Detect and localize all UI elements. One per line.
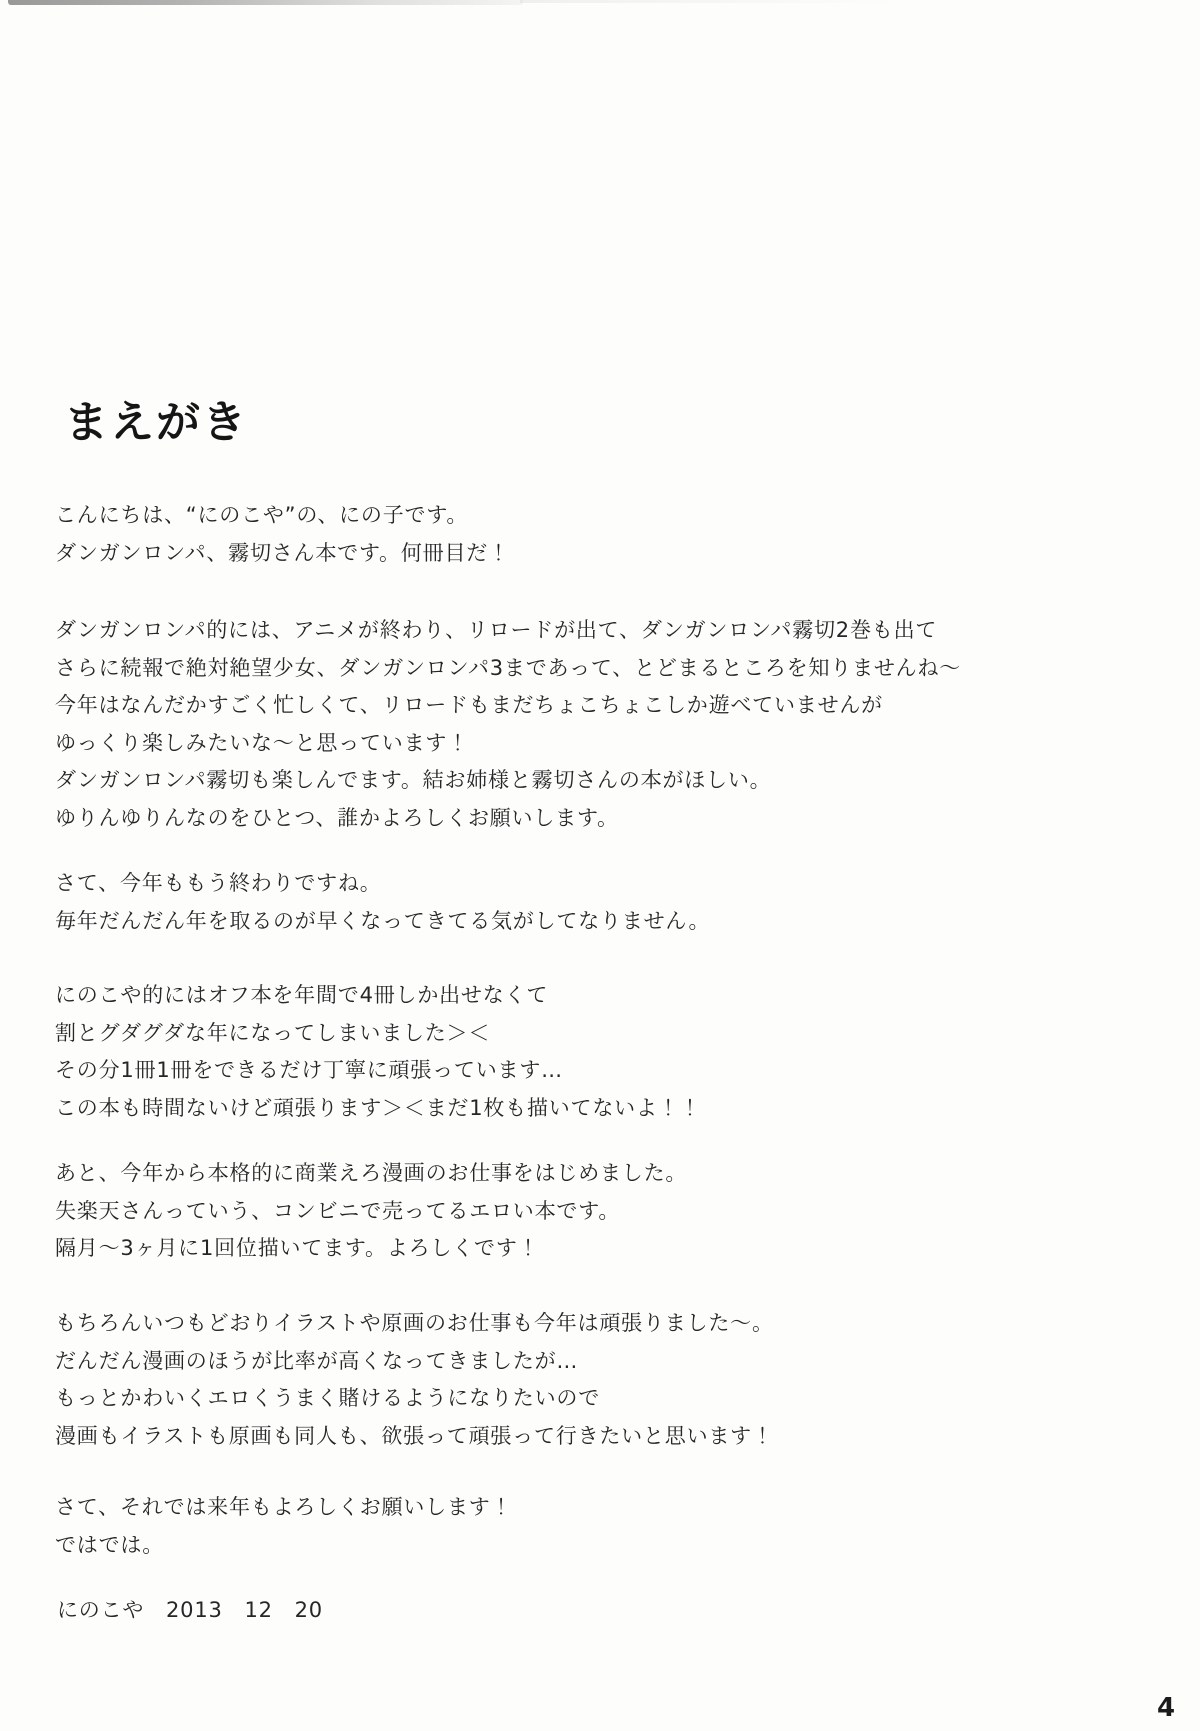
- text-line: 今年はなんだかすごく忙しくて、リロードもまだちょこちょこしか遊べていませんが: [55, 693, 883, 718]
- text-line: ではでは。: [55, 1532, 164, 1557]
- text-line: この本も時間ないけど頑張ります＞＜まだ1枚も描いてないよ！！: [55, 1095, 702, 1120]
- paragraph-year-end: [55, 865, 1135, 940]
- paragraph-doujin-output: [55, 977, 1135, 1127]
- text-line: その分1冊1冊をできるだけ丁寧に頑張っています…: [55, 1058, 563, 1083]
- text-line: ゆっくり楽しみたいな～と思っています！: [55, 730, 469, 755]
- text-line: 隔月～3ヶ月に1回位描いてます。よろしくです！: [55, 1236, 540, 1261]
- text-line: もっとかわいくエロくうまく賭けるようになりたいので: [55, 1386, 600, 1411]
- text-line: ダンガンロンパ的には、アニメが終わり、リロードが出て、ダンガンロンパ霧切2巻も出て: [55, 618, 938, 642]
- text-line: こんにちは、“にのこや”の、にの子です。: [55, 503, 469, 527]
- paragraph-danganronpa: [55, 612, 1135, 838]
- page-title: まえがき: [64, 397, 248, 448]
- text-line: にのこや的にはオフ本を年間で4冊しか出せなくて: [55, 983, 549, 1007]
- paragraph-greeting: [55, 497, 1135, 572]
- paragraph-illustration-work: [55, 1305, 1135, 1455]
- scan-artifact-line: [8, 0, 523, 5]
- paragraph-closing: [55, 1489, 1135, 1564]
- text-line: さて、それでは来年もよろしくお願いします！: [55, 1495, 513, 1519]
- text-line: あと、今年から本格的に商業えろ漫画のお仕事をはじめました。: [55, 1161, 688, 1185]
- text-line: さて、今年ももう終わりですね。: [55, 871, 382, 895]
- text-line: ダンガンロンパ霧切も楽しんでます。結お姉様と霧切さんの本がほしい。: [55, 768, 772, 793]
- text-line: 割とグダグダな年になってしまいました＞＜: [55, 1020, 491, 1045]
- text-line: ダンガンロンパ、霧切さん本です。何冊目だ！: [55, 540, 510, 565]
- signature-line: にのこや 2013 12 20: [57, 1598, 323, 1622]
- text-line: だんだん漫画のほうが比率が高くなってきましたが…: [55, 1348, 579, 1373]
- text-line: ゆりんゆりんなのをひとつ、誰かよろしくお願いします。: [55, 805, 619, 830]
- page-number: 4: [1157, 1693, 1176, 1723]
- text-line: 失楽天さんっていう、コンビニで売ってるエロい本です。: [55, 1198, 621, 1223]
- paragraph-commercial-work: [55, 1155, 1135, 1268]
- text-line: さらに続報で絶対絶望少女、ダンガンロンパ3まであって、とどまるところを知りませんね～: [55, 655, 962, 680]
- scan-artifact-smudge: [520, 0, 900, 3]
- text-line: 毎年だんだん年を取るのが早くなってきてる気がしてなりません。: [55, 908, 711, 933]
- text-line: もちろんいつもどおりイラストや原画のお仕事も今年は頑張りました～。: [55, 1311, 774, 1335]
- text-line: 漫画もイラストも原画も同人も、欲張って頑張って行きたいと思います！: [55, 1423, 774, 1448]
